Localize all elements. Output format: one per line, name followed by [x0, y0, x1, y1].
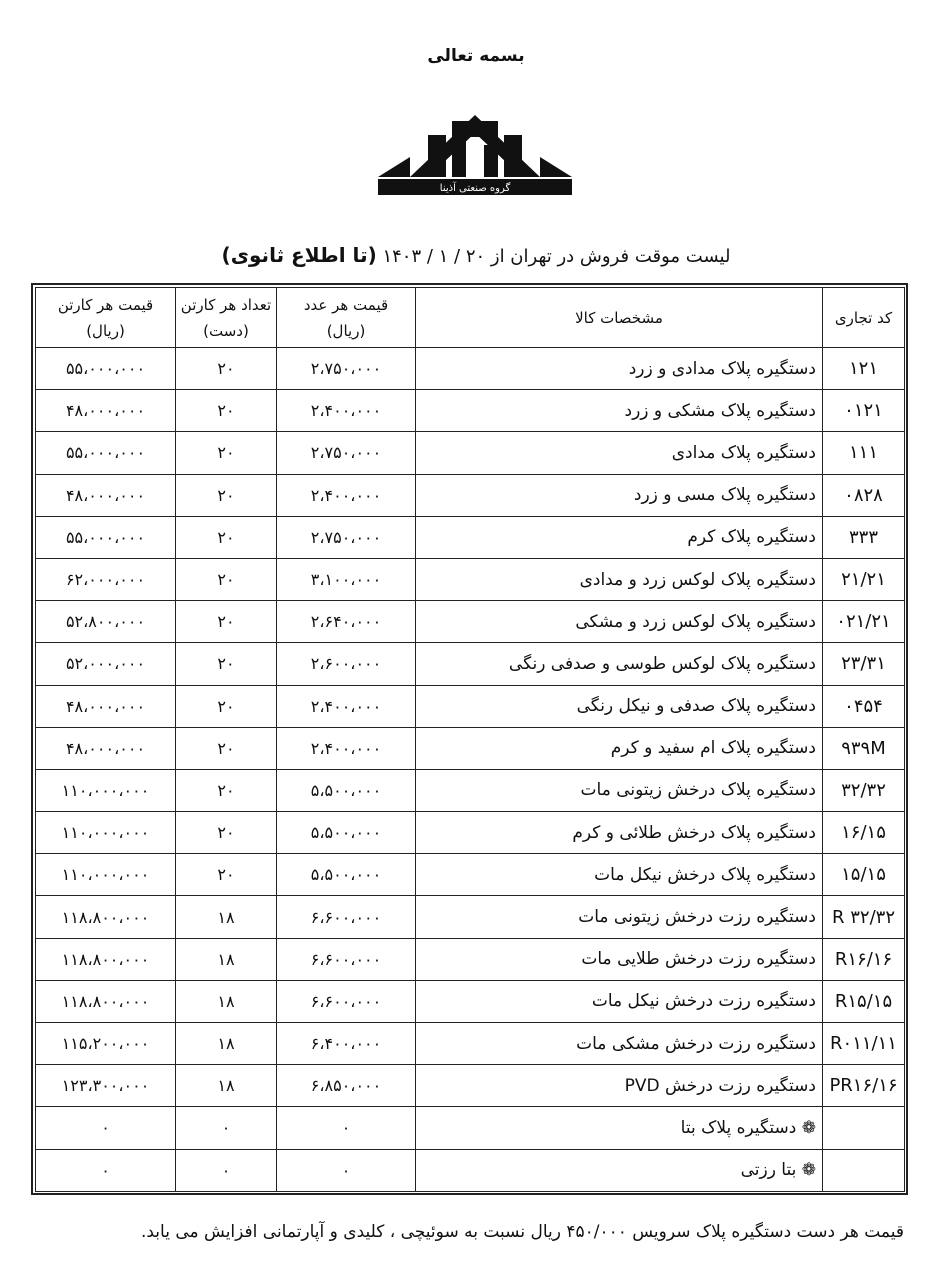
- cell-carton-price: ۵۵،۰۰۰،۰۰۰: [36, 432, 176, 474]
- unit-price-unit: (ریال): [326, 321, 366, 340]
- cell-description: دستگیره پلاک درخش طلائی و کرم: [416, 812, 823, 854]
- cell-unit-price: ۶،۶۰۰،۰۰۰: [277, 980, 416, 1022]
- cell-count: ۱۸: [176, 1023, 277, 1065]
- cell-count: ۱۸: [176, 896, 277, 938]
- cell-unit-price: ۲،۴۰۰،۰۰۰: [277, 727, 416, 769]
- table-row: [36, 727, 905, 769]
- basmala-heading: بسمه تعالی: [427, 46, 525, 66]
- cell-count: ۱۸: [176, 938, 277, 980]
- table-row: [36, 1023, 905, 1065]
- cell-unit-price: ۵،۵۰۰،۰۰۰: [277, 812, 416, 854]
- cell-carton-price: ۰: [36, 1149, 176, 1191]
- cell-code: ۲۱/۲۱: [823, 558, 905, 600]
- cell-description: دستگیره پلاک ام سفید و کرم: [416, 727, 823, 769]
- cell-code: [823, 1149, 905, 1191]
- cell-description: دستگیره پلاک مشکی و زرد: [416, 390, 823, 432]
- cell-carton-price: ۴۸،۰۰۰،۰۰۰: [36, 474, 176, 516]
- title-main: لیست موقت فروش در تهران از ۲۰ / ۱ / ۱۴۰۳: [382, 246, 731, 267]
- cell-code: ۰۴۵۴: [823, 685, 905, 727]
- cell-description: دستگیره رزت درخش نیکل مات: [416, 980, 823, 1022]
- cell-unit-price: ۶،۶۰۰،۰۰۰: [277, 896, 416, 938]
- cell-count: ۲۰: [176, 685, 277, 727]
- table-row: [36, 812, 905, 854]
- table-row: [36, 348, 905, 390]
- cell-description: ❁ بتا رزتی: [416, 1149, 823, 1191]
- cell-code: [823, 1107, 905, 1149]
- cell-count: ۲۰: [176, 812, 277, 854]
- cell-count: ۲۰: [176, 516, 277, 558]
- logo-text: گروه صنعتی آذینا: [439, 183, 511, 194]
- cell-description: دستگیره رزت درخش زیتونی مات: [416, 896, 823, 938]
- cell-carton-price: ۰: [36, 1107, 176, 1149]
- cell-carton-price: ۵۲،۰۰۰،۰۰۰: [36, 643, 176, 685]
- col-header-code: کد تجاری: [823, 288, 905, 348]
- cell-count: ۲۰: [176, 348, 277, 390]
- cell-unit-price: ۲،۶۰۰،۰۰۰: [277, 643, 416, 685]
- cell-count: ۱۸: [176, 980, 277, 1022]
- cell-description: دستگیره پلاک لوکس طوسی و صدفی رنگی: [416, 643, 823, 685]
- cell-description: دستگیره پلاک درخش نیکل مات: [416, 854, 823, 896]
- cell-description: دستگیره پلاک کرم: [416, 516, 823, 558]
- cell-carton-price: ۱۱۸،۸۰۰،۰۰۰: [36, 938, 176, 980]
- cell-description: دستگیره رزت درخش مشکی مات: [416, 1023, 823, 1065]
- cell-carton-price: ۵۵،۰۰۰،۰۰۰: [36, 516, 176, 558]
- table-row: [36, 854, 905, 896]
- cell-code: ۱۵/۱۵: [823, 854, 905, 896]
- cell-carton-price: ۵۲،۸۰۰،۰۰۰: [36, 601, 176, 643]
- count-unit: (دست): [203, 321, 249, 340]
- cell-description: ❁ دستگیره پلاک بتا: [416, 1107, 823, 1149]
- col-header-carton-price: [36, 288, 176, 348]
- table-row: [36, 643, 905, 685]
- cell-description: دستگیره پلاک مدادی: [416, 432, 823, 474]
- cell-count: ۲۰: [176, 601, 277, 643]
- cell-code: ۹۳۹M: [823, 727, 905, 769]
- col-header-description: مشخصات کالا: [416, 288, 823, 348]
- cell-carton-price: ۱۲۳،۳۰۰،۰۰۰: [36, 1065, 176, 1107]
- cell-unit-price: ۲،۴۰۰،۰۰۰: [277, 474, 416, 516]
- cell-description: دستگیره رزت درخش طلایی مات: [416, 938, 823, 980]
- price-table-frame: [31, 283, 908, 1195]
- cell-unit-price: ۲،۴۰۰،۰۰۰: [277, 685, 416, 727]
- cell-description: دستگیره پلاک مسی و زرد: [416, 474, 823, 516]
- cell-count: ۰: [176, 1107, 277, 1149]
- carton-price-unit: (ریال): [86, 321, 125, 340]
- cell-carton-price: ۱۱۸،۸۰۰،۰۰۰: [36, 896, 176, 938]
- cell-description: دستگیره پلاک درخش زیتونی مات: [416, 769, 823, 811]
- cell-code: ۲۳/۳۱: [823, 643, 905, 685]
- cell-count: ۲۰: [176, 643, 277, 685]
- cell-description: دستگیره رزت درخش PVD: [416, 1065, 823, 1107]
- cell-count: ۲۰: [176, 390, 277, 432]
- cell-code: ۱۶/۱۵: [823, 812, 905, 854]
- company-logo: [370, 105, 580, 197]
- table-row: [36, 938, 905, 980]
- cell-code: ۰۲۱/۲۱: [823, 601, 905, 643]
- table-row: [36, 516, 905, 558]
- table-row: [36, 601, 905, 643]
- cell-count: ۲۰: [176, 769, 277, 811]
- table-row: [36, 980, 905, 1022]
- cell-unit-price: ۲،۷۵۰،۰۰۰: [277, 348, 416, 390]
- cell-description: دستگیره پلاک لوکس زرد و مدادی: [416, 558, 823, 600]
- cell-unit-price: ۲،۷۵۰،۰۰۰: [277, 432, 416, 474]
- cell-unit-price: ۶،۴۰۰،۰۰۰: [277, 1023, 416, 1065]
- table-row: [36, 769, 905, 811]
- cell-carton-price: ۴۸،۰۰۰،۰۰۰: [36, 727, 176, 769]
- table-row: [36, 1065, 905, 1107]
- table-row: [36, 685, 905, 727]
- cell-carton-price: ۱۱۰،۰۰۰،۰۰۰: [36, 854, 176, 896]
- cell-carton-price: ۱۱۰،۰۰۰،۰۰۰: [36, 812, 176, 854]
- cell-carton-price: ۴۸،۰۰۰،۰۰۰: [36, 685, 176, 727]
- cell-count: ۲۰: [176, 727, 277, 769]
- cell-carton-price: ۴۸،۰۰۰،۰۰۰: [36, 390, 176, 432]
- cell-code: ۱۱۱: [823, 432, 905, 474]
- cell-unit-price: ۶،۶۰۰،۰۰۰: [277, 938, 416, 980]
- table-row: [36, 432, 905, 474]
- cell-description: دستگیره پلاک صدفی و نیکل رنگی: [416, 685, 823, 727]
- footer-note: قیمت هر دست دستگیره پلاک سرویس ۴۵۰/۰۰۰ ریال نسبت به سوئیچی ، کلیدی و آپارتمانی افزایش می یابد.: [140, 1222, 904, 1242]
- cell-code: R۱۶/۱۶: [823, 938, 905, 980]
- table-header-row: [36, 288, 905, 348]
- cell-count: ۲۰: [176, 474, 277, 516]
- cell-count: ۲۰: [176, 432, 277, 474]
- table-row: [36, 558, 905, 600]
- cell-code: R ۳۲/۳۲: [823, 896, 905, 938]
- col-header-count: [176, 288, 277, 348]
- cell-code: ۳۲/۳۲: [823, 769, 905, 811]
- cell-unit-price: ۲،۷۵۰،۰۰۰: [277, 516, 416, 558]
- cell-carton-price: ۱۱۵،۲۰۰،۰۰۰: [36, 1023, 176, 1065]
- cell-code: PR۱۶/۱۶: [823, 1065, 905, 1107]
- cell-count: ۲۰: [176, 558, 277, 600]
- cell-unit-price: ۲،۴۰۰،۰۰۰: [277, 390, 416, 432]
- cell-code: ۰۸۲۸: [823, 474, 905, 516]
- col-header-unit-price: [277, 288, 416, 348]
- cell-unit-price: ۰: [277, 1107, 416, 1149]
- table-row: [36, 474, 905, 516]
- cell-unit-price: ۵،۵۰۰،۰۰۰: [277, 769, 416, 811]
- cell-code: R۰۱۱/۱۱: [823, 1023, 905, 1065]
- unit-price-label: قیمت هر عدد: [303, 295, 389, 314]
- cell-unit-price: ۶،۸۵۰،۰۰۰: [277, 1065, 416, 1107]
- cell-description: دستگیره پلاک مدادی و زرد: [416, 348, 823, 390]
- cell-code: ۱۲۱: [823, 348, 905, 390]
- price-table: [35, 287, 905, 1192]
- cell-description: دستگیره پلاک لوکس زرد و مشکی: [416, 601, 823, 643]
- cell-carton-price: ۱۱۸،۸۰۰،۰۰۰: [36, 980, 176, 1022]
- cell-unit-price: ۰: [277, 1149, 416, 1191]
- cell-unit-price: ۵،۵۰۰،۰۰۰: [277, 854, 416, 896]
- count-label: تعداد هر کارتن: [180, 295, 272, 314]
- table-row: [36, 390, 905, 432]
- cell-count: ۱۸: [176, 1065, 277, 1107]
- cell-carton-price: ۱۱۰،۰۰۰،۰۰۰: [36, 769, 176, 811]
- table-row: [36, 1149, 905, 1191]
- carton-price-label: قیمت هر کارتن: [57, 295, 154, 314]
- cell-code: ۰۱۲۱: [823, 390, 905, 432]
- table-row: [36, 1107, 905, 1149]
- cell-carton-price: ۵۵،۰۰۰،۰۰۰: [36, 348, 176, 390]
- cell-count: ۰: [176, 1149, 277, 1191]
- cell-count: ۲۰: [176, 854, 277, 896]
- title-bold-note: (تا اطلاع ثانوی): [221, 243, 377, 267]
- cell-carton-price: ۶۲،۰۰۰،۰۰۰: [36, 558, 176, 600]
- cell-unit-price: ۳،۱۰۰،۰۰۰: [277, 558, 416, 600]
- table-row: [36, 896, 905, 938]
- price-list-title: [0, 243, 952, 267]
- cell-code: ۳۳۳: [823, 516, 905, 558]
- cell-unit-price: ۲،۶۴۰،۰۰۰: [277, 601, 416, 643]
- cell-code: R۱۵/۱۵: [823, 980, 905, 1022]
